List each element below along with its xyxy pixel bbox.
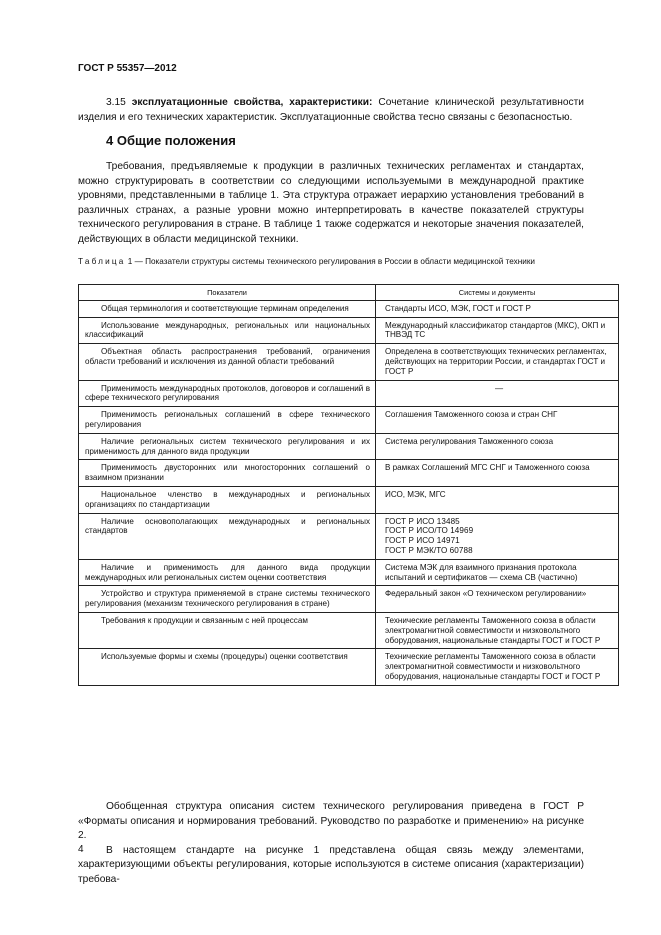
term-number: 3.15: [106, 97, 126, 108]
indicator-cell: Требования к продукции и связанным с ней процессам: [79, 612, 376, 648]
systems-cell: Система регулирования Таможенного союза: [376, 433, 619, 460]
indicator-cell: Национальное членство в международных и региональных организациях по стандартизации: [79, 486, 376, 513]
table-row: [79, 460, 619, 487]
systems-cell: Технические регламенты Таможенного союза в области электромагнитной совместимости и низковольтного оборудования, национальные стандарты ГОСТ и ГОСТ Р: [376, 649, 619, 685]
systems-cell: ИСО, МЭК, МГС: [376, 486, 619, 513]
col-header-indicators: Показатели: [79, 285, 376, 301]
indicators-table-wrapper: [78, 284, 618, 686]
table-caption: [78, 257, 618, 268]
table-row: [79, 612, 619, 648]
table-row: [79, 344, 619, 380]
indicator-cell: Применимость двусторонних или многосторонних соглашений о взаимном признании: [79, 460, 376, 487]
table-row: [79, 300, 619, 317]
indicator-cell: Наличие основополагающих международных и региональных стандартов: [79, 513, 376, 559]
systems-cell: Система МЭК для взаимного признания протокола испытаний и сертификатов — схема СВ (частично): [376, 559, 619, 586]
standard-item: ГОСТ Р ИСО/ТО 14969: [385, 526, 474, 536]
indicator-cell: Общая терминология и соответствующие терминам определения: [79, 300, 376, 317]
intro-paragraph: [78, 160, 584, 248]
table-row: [79, 649, 619, 685]
intro-paragraph-text: Требования, предъявляемые к продукции в различных технических регламентах и стандартах, можно структурировать в соответствии со следующими используемыми в международной практике уровнями, представленными в таблице 1. Эта структура отражает иерархию установления требований в различных странах, а разные уровни можно интерпретировать в качестве показателей структуры технического регулирования в стране. В таблице 1 также содержатся и некоторые значения показателей, действующих в области медицинской техники.: [78, 161, 584, 245]
col-header-systems: Системы и документы: [376, 285, 619, 301]
closing-paragraph: В настоящем стандарте на рисунке 1 представлена общая связь между элементами, характеризующими объекты регулирования, которые используются в системе описания (характеризации) требова-: [78, 844, 584, 885]
table-row: [79, 317, 619, 344]
standard-item: ГОСТ Р МЭК/ТО 60788: [385, 545, 473, 555]
table-row: [79, 407, 619, 434]
document-code-header: ГОСТ Р 55357—2012: [78, 63, 177, 74]
table-row: [79, 486, 619, 513]
table-header-row: [79, 285, 619, 301]
section-heading: 4 Общие положения: [106, 133, 236, 148]
systems-cell: Стандарты ИСО, МЭК, ГОСТ и ГОСТ Р: [376, 300, 619, 317]
table-row: [79, 586, 619, 613]
systems-cell: Соглашения Таможенного союза и стран СНГ: [376, 407, 619, 434]
table-row: [79, 513, 619, 559]
term-title: эксплуатационные свойства, характеристики:: [131, 97, 373, 108]
indicator-cell: Используемые формы и схемы (процедуры) оценки соответствия: [79, 649, 376, 685]
closing-paragraphs: [78, 800, 584, 888]
table-caption-text: 1 — Показатели структуры системы технического регулирования в России в области медицинской техники: [127, 257, 535, 266]
term-definition-text: Сочетание клинической результативности изделия и его технических характеристик. Эксплуатационные свойства тесно связаны с безопасностью.: [78, 97, 584, 123]
term-definition-3-15: [78, 96, 584, 125]
closing-paragraph: Обобщенная структура описания систем технического регулирования приведена в ГОСТ Р «Форматы описания и нормирования требований. Руководство по разработке и применению» на рисунке 2.: [78, 801, 584, 842]
indicator-cell: Устройство и структура применяемой в стране системы технического регулирования (механизм технического регулирования в стране): [79, 586, 376, 613]
standard-item: ГОСТ Р ИСО 14971: [385, 536, 460, 546]
systems-cell: —: [376, 380, 619, 407]
table-row: [79, 433, 619, 460]
indicator-cell: Наличие и применимость для данного вида продукции международных или региональных систем оценки соответствия: [79, 559, 376, 586]
indicator-cell: Применимость региональных соглашений в сфере технического регулирования: [79, 407, 376, 434]
indicator-cell: Применимость международных протоколов, договоров и соглашений в сфере технического регулирования: [79, 380, 376, 407]
systems-cell: [376, 513, 619, 559]
systems-cell: Технические регламенты Таможенного союза в области электромагнитной совместимости и низковольтного оборудования, национальные стандарты ГОСТ и ГОСТ Р: [376, 612, 619, 648]
systems-cell: В рамках Соглашений МГС СНГ и Таможенного союза: [376, 460, 619, 487]
indicators-table: [78, 284, 619, 686]
table-row: [79, 380, 619, 407]
table-caption-label: Таблица: [78, 257, 126, 266]
indicator-cell: Использование международных, региональных или национальных классификаций: [79, 317, 376, 344]
indicator-cell: Объектная область распространения требований, ограничения области требований и исключения из данной области требований: [79, 344, 376, 380]
systems-cell: Определена в соответствующих технических регламентах, действующих на территории России, и стандартах ГОСТ и ГОСТ Р: [376, 344, 619, 380]
systems-cell: Федеральный закон «О техническом регулировании»: [376, 586, 619, 613]
table-row: [79, 559, 619, 586]
standard-item: ГОСТ Р ИСО 13485: [385, 516, 460, 526]
page-number: 4: [78, 844, 84, 855]
indicator-cell: Наличие региональных систем технического регулирования и их применимость для данного вида продукции: [79, 433, 376, 460]
systems-cell: Международный классификатор стандартов (МКС), ОКП и ТНВЭД ТС: [376, 317, 619, 344]
